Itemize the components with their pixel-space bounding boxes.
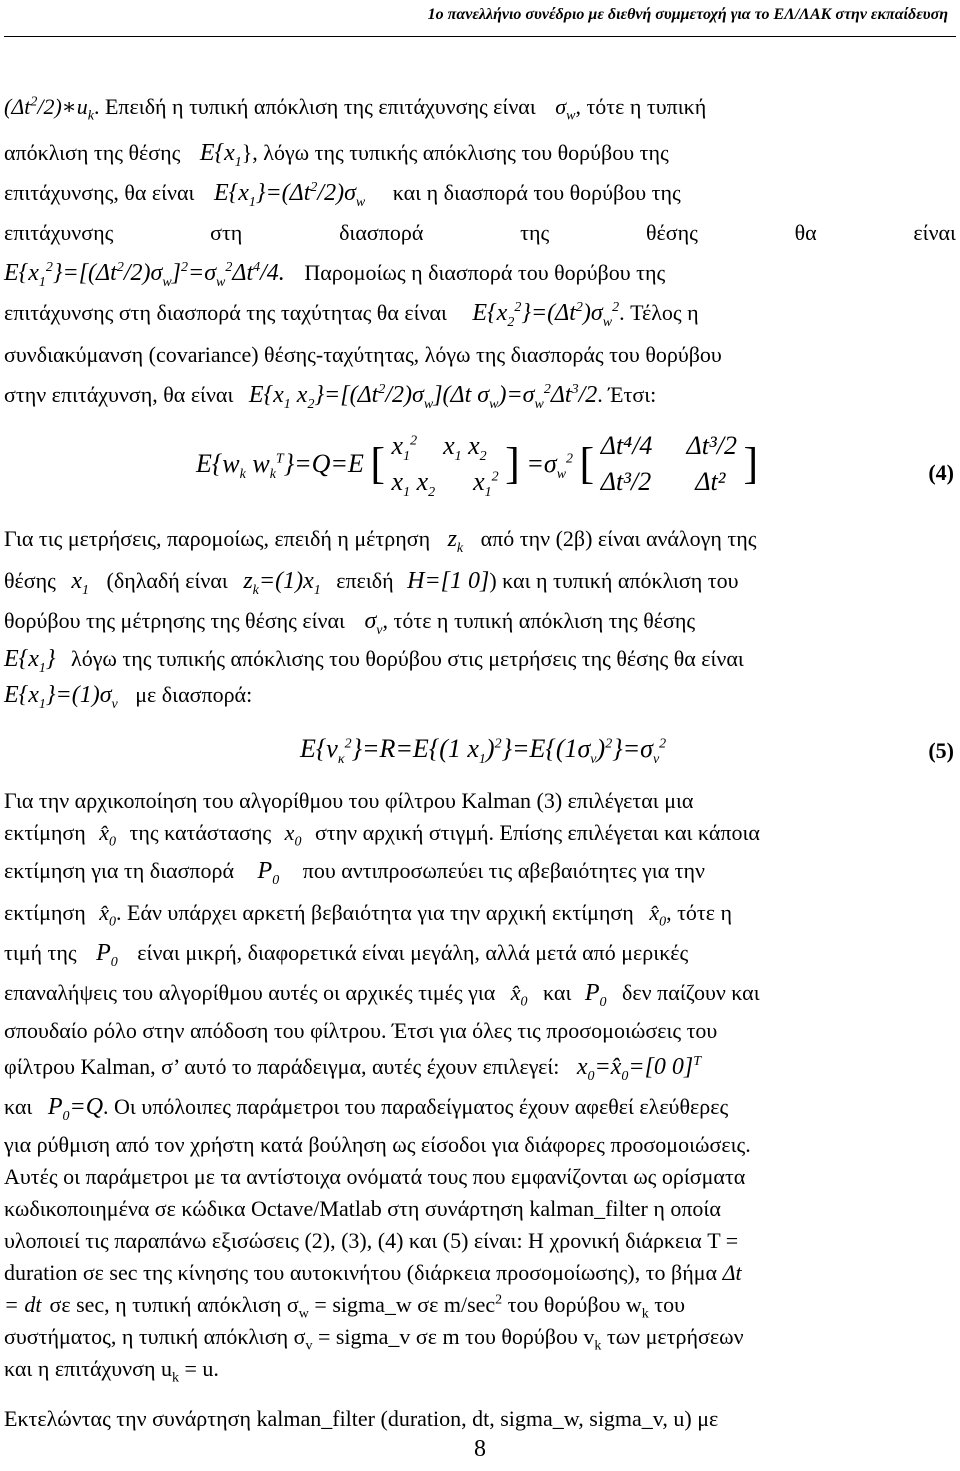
- text-line: Για τις μετρήσεις, παρομοίως, επειδή η μέτρηση $z_k$ από την (2β) είναι ανάλογη της: [4, 526, 757, 556]
- text-line: $(\Delta t^2/2)∗u_k$. Επειδή η τυπική απόκλιση της επιτάχυνσης είναι $\sigma_w$, τότε η τυπική: [4, 94, 707, 124]
- text-line: duration σε sec της κίνησης του αυτοκινήτου (διάρκεια προσομοίωσης), το βήμα Δt: [4, 1260, 742, 1285]
- text-line: απόκλιση της θέσης $E\{x_1\}$, λόγω της τυπικής απόκλισης του θορύβου της: [4, 140, 669, 170]
- text-line: συνδιακύμανση (covariance) θέσης-ταχύτητας, λόγω της διασποράς του θορύβου: [4, 342, 722, 367]
- text-line: εκτίμηση $x̂_0$ της κατάστασης $x_0$ στην αρχική στιγμή. Επίσης επιλέγεται και κάποια: [4, 820, 760, 850]
- equation-4: $E\{w_k$ $w_k^T\}=Q=E$ [ $x_1^2$ $x_1$ $x_2$ $x_1$ $x_2$ $x_1^2$ ] $=\sigma_w^2$ [ Δt⁴/4 Δt³/2 Δt³/2 Δt² ]: [196, 428, 758, 500]
- equation-number: (5): [928, 738, 954, 763]
- page-number: 8: [474, 1436, 486, 1462]
- text-line: εκτίμηση $x̂_0$. Εάν υπάρχει αρκετή βεβαιότητα για την αρχική εκτίμηση $x̂_0$, τότε η: [4, 900, 733, 930]
- text-line: επιτάχυνσης, θα είναι $E\{x_1\}=(\Delta t^2/2)\sigma_w$ και η διασπορά του θορύβου της: [4, 180, 681, 210]
- text-line: θέσης $x_1$ (δηλαδή είναι $z_k=(1)x_1$ επειδή H=[1 0]) και η τυπική απόκλιση του: [4, 568, 739, 598]
- text-line: Αυτές οι παράμετροι με τα αντίστοιχα ονόματά τους που εμφανίζονται ως ορίσματα: [4, 1164, 746, 1189]
- text-line: φίλτρου Kalman, σ’ αυτό το παράδειγμα, αυτές έχουν επιλεγεί: $x_0=x̂_0=[0$ 0]$^T$: [4, 1054, 702, 1084]
- text-line: Εκτελώντας την συνάρτηση kalman_filter (duration, dt, sigma_w, sigma_v, u) με: [4, 1406, 719, 1431]
- text-line-justified: επιτάχυνσης στη διασπορά της θέσης θα είναι: [4, 220, 956, 245]
- text-line: $E\{x_1\}$ λόγω της τυπικής απόκλισης του θορύβου στις μετρήσεις της θέσης θα είναι: [4, 646, 744, 676]
- text-line: συστήματος, η τυπική απόκλιση $\sigma_v$ = sigma_v σε m του θορύβου $v_k$ των μετρήσεων: [4, 1324, 744, 1354]
- text-line: θορύβου της μέτρησης της θέσης είναι $\sigma_v$, τότε η τυπική απόκλιση της θέσης: [4, 608, 696, 638]
- equation-number: (4): [928, 460, 954, 485]
- text-line: επαναλήψεις του αλγορίθμου αυτές οι αρχικές τιμές για $x̂_0$ και $P_0$ δεν παίζουν και: [4, 980, 760, 1010]
- text-line: και $P_0=Q$. Οι υπόλοιπες παράμετροι του παραδείγματος έχουν αφεθεί ελεύθερες: [4, 1094, 729, 1124]
- text-line: επιτάχυνσης στη διασπορά της ταχύτητας θα είναι $E\{x_2^2\}=(\Delta t^2)\sigma_w^2$. Τέλος η: [4, 300, 699, 330]
- text-line: $E\{x_1\}=(1)\sigma_v$ με διασπορά:: [4, 682, 253, 712]
- page-header: 1ο πανελλήνιο συνέδριο με διεθνή συμμετοχή για το ΕΛ/ΛΑΚ στην εκπαίδευση: [427, 6, 948, 23]
- text-line: και η επιτάχυνση $u_k = u$.: [4, 1356, 219, 1386]
- text-line: για ρύθμιση από τον χρήστη κατά βούληση ως είσοδοι για διάφορες προσομοιώσεις.: [4, 1132, 751, 1157]
- text-line: τιμή της $P_0$ είναι μικρή, διαφορετικά είναι μεγάλη, αλλά μετά από μερικές: [4, 940, 689, 970]
- text-line: = dt σε sec, η τυπική απόκλιση $\sigma_w$ = sigma_w σε $m/\sec^2$ του θορύβου $w_k$ του: [4, 1292, 686, 1322]
- matrix-dt: Δt⁴/4 Δt³/2 Δt³/2 Δt²: [600, 431, 737, 496]
- header-rule: [4, 36, 956, 37]
- text-line: στην επιτάχυνση, θα είναι $E\{x_1$ $x_2\}=[(\Delta t^2/2)\sigma_w](\Delta t$ $\sigma_w)=\sigma_w^2\Delta t^3/2$. Έτσι:: [4, 382, 657, 412]
- text-line: $E\{x_1^2\}=[(\Delta t^2/2)\sigma_w]^2=\sigma_w^2\Delta t^4/4$. Παρομοίως η διασπορά του θορύβου της: [4, 260, 666, 290]
- text-line: κωδικοποιημένα σε κώδικα Octave/Matlab στη συνάρτηση kalman_filter η οποία: [4, 1196, 721, 1221]
- equation-5: $E\{v_\kappa^2\}=R=E\{(1$ $x_1)^2\}=E\{(1\sigma_v)^2\}=\sigma_v^2$: [300, 734, 667, 768]
- text-line: Για την αρχικοποίηση του αλγορίθμου του φίλτρου Kalman (3) επιλέγεται μια: [4, 788, 694, 813]
- text-line: εκτίμηση για τη διασπορά $P_0$ που αντιπροσωπεύει τις αβεβαιότητες για την: [4, 858, 705, 888]
- text-line: υλοποιεί τις παραπάνω εξισώσεις (2), (3), (4) και (5) είναι: Η χρονική διάρκεια T =: [4, 1228, 739, 1253]
- matrix-x: $x_1^2$ $x_1$ $x_2$ $x_1$ $x_2$ $x_1^2$: [391, 431, 499, 501]
- text-line: σπουδαίο ρόλο στην απόδοση του φίλτρου. Έτσι για όλες τις προσομοιώσεις του: [4, 1018, 718, 1043]
